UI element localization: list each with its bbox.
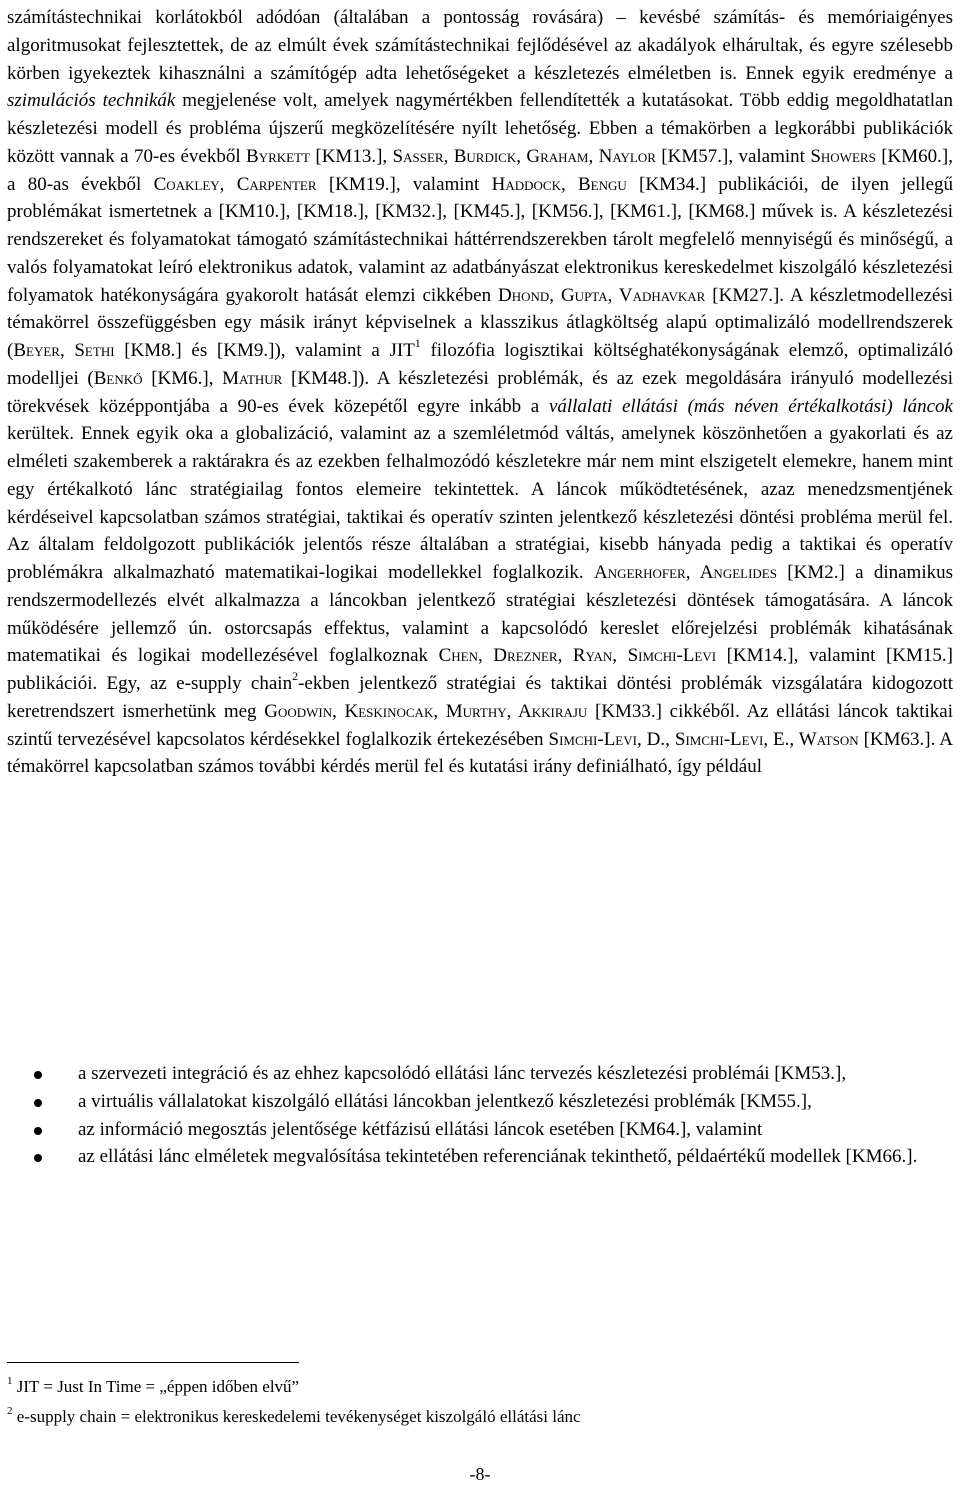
page-number: -8-	[469, 1464, 491, 1484]
author-name: Dhond, Gupta, Vadhavkar	[498, 284, 706, 306]
text-run: [KM14.], valamint [KM15.] publikációi. Egy, az e-supply chain	[7, 645, 954, 694]
footnote-divider	[7, 1362, 299, 1363]
text-run: [KM48.]). A készletezési problémák, és az ezek megoldására irányuló modellezési törekvések középpontjába a 90-es évek közepétől egyre inkább a	[7, 367, 953, 417]
text-run: számítástechnikai korlátokból adódóan (általában a pontosság rovására) – kevésbé számítás- és memóriaigényes algoritmusokat fejlesztettek, de az elmúlt évek számítástechnikai fejlődésével az akadályok elhárultak, és egyre szélesebb körben igyekeztek kihasználni a számítógép adta lehetőségeket a készletezés elméletben is. Ennek egyik eredménye a	[7, 7, 953, 84]
text-run: [KM63.]. A témakörrel kapcsolatban számos további kérdés merül fel és kutatási irány definiálható, így például	[7, 728, 953, 778]
footnote-ref: 1	[414, 335, 421, 350]
bullet-icon	[34, 1099, 42, 1107]
list-item-text: a virtuális vállalatokat kiszolgáló ellátási láncokban jelentkező készletezési problémák [KM55.],	[78, 1090, 812, 1112]
list-item-text: az ellátási lánc elméletek megvalósítása tekintetében referenciának tekinthető, példaértékű modellek [KM66.].	[78, 1146, 918, 1168]
author-name: Simchi-Levi, D., Simchi-Levi, E., Watson	[548, 728, 859, 750]
list-item	[7, 1060, 953, 1088]
author-name: Coakley, Carpenter	[153, 173, 317, 195]
text-run: [KM2.] a dinamikus rendszermodellezés elvét alkalmazza a láncokban jelentkező stratégiai készletezési döntések támogatására. A láncok működésére jellemző ún. ostorcsapás effektus, valamint a kapcsolódó kereslet előrejelzési problémák kihatásának matematikai és logikai modellezésével foglalkoznak	[7, 562, 953, 667]
author-name: Goodwin, Keskinocak, Murthy, Akkiraju	[264, 700, 588, 722]
list-item	[7, 1143, 953, 1171]
text-run: [KM27.]. A készletmodellezési témakörrel összefüggésben egy másik irányt képviselnek a klasszikus átlagköltség alapú optimalizáló modellrendszerek (	[7, 284, 954, 361]
author-name: Byrkett	[246, 145, 310, 167]
text-run: [KM57.], valamint	[655, 145, 811, 167]
bullet-icon	[34, 1127, 42, 1135]
text-run: [KM6.],	[142, 367, 223, 389]
author-name: Haddock, Bengu	[491, 173, 627, 195]
bullet-icon	[34, 1071, 42, 1079]
text-run: [KM13.],	[310, 145, 393, 167]
text-run: [KM60.], a 80-as évekből	[7, 145, 953, 195]
italic-term: vállalati ellátási (más néven értékalkotási) láncok	[548, 395, 953, 417]
footnote-ref: 2	[292, 668, 299, 683]
author-name: Beyer, Sethi	[13, 340, 115, 361]
footnotes	[7, 1372, 953, 1432]
text-run: kerültek. Ennek egyik oka a globalizáció, valamint az a szemléletmód váltás, amelynek köszönhetően a gyakorlati és az elméleti szakemberek a raktárakra és az ezekben felhalmozódó készletekre már nem mint elszigetelt elemekre, hanem mint egy értékalkotó lánc stratégiailag fontos elemeire tekintettek. A láncok működtetésének, azaz menedzsmentjének kérdéseivel kapcsolatban számos stratégiai, taktikai és operatív szinten jelentkező készletezési döntési probléma merül fel. Az általam feldolgozott publikációk jelentős része általában a stratégiai, kisebb hányada pedig a taktikai és operatív problémákra alkalmazható matematikai-logikai modellekkel foglalkozik.	[7, 423, 953, 583]
list-item	[7, 1116, 953, 1144]
list-item	[7, 1088, 953, 1116]
list-item-text: az információ megosztás jelentősége kétfázisú ellátási láncok esetében [KM64.], valamint	[78, 1118, 763, 1140]
author-name: Showers	[810, 145, 876, 167]
text-run: [KM8.] és [KM9.]), valamint a JIT	[114, 340, 415, 361]
italic-term: szimulációs technikák	[7, 90, 176, 112]
text-run: [KM34.] publikációi, de ilyen jellegű problémákat ismertetnek a [KM10.], [KM18.], [KM32.], [KM45.], [KM56.], [KM61.], [KM68.] művek is. A készletezési rendszereket és folyamatokat támogató számítástechnikai háttérrendszerekben tárolt megfelelő mennyiségű és minőségű, a valós folyamatokat leíró elektronikus adatok, valamint az adatbányászat elektronikus kereskedelmet kiszolgáló készletezési folyamatok hatékonyságára gyakorolt hatását elemzi cikkében	[7, 173, 954, 306]
footnote-mark: 1	[7, 1375, 13, 1388]
footnote-text: JIT = Just In Time = „éppen időben elvű”	[12, 1377, 300, 1396]
bullet-icon	[34, 1154, 42, 1162]
footnote-mark: 2	[7, 1405, 13, 1418]
author-name: Angerhofer, Angelides	[593, 562, 777, 583]
footnote-text: e-supply chain = elektronikus kereskedelemi tevékenységet kiszolgáló ellátási lánc	[12, 1407, 581, 1426]
footnote	[7, 1402, 953, 1432]
list-item-text: a szervezeti integráció és az ehhez kapcsolódó ellátási lánc tervezés készletezési problémái [KM53.],	[78, 1063, 847, 1084]
text-run: [KM33.] cikkéből. Az ellátási láncok taktikai szintű tervezésével kapcsolatos kérdésekkel foglalkozik értekezésében	[7, 700, 954, 750]
bullet-list	[7, 1060, 953, 1171]
body-paragraph	[7, 0, 953, 781]
text-run: [KM19.], valamint	[316, 173, 492, 195]
author-name: Benkő	[93, 367, 143, 389]
document-page	[7, 0, 954, 1484]
text-run: filozófia logisztikai költséghatékonyságának elemző, optimalizáló modelljei (	[7, 340, 953, 389]
author-name: Sasser, Burdick, Graham, Naylor	[392, 145, 656, 167]
footnote	[7, 1372, 953, 1402]
text-run: -ekben jelentkező stratégiai és taktikai döntési problémák vizsgálatára kidogozott keretrendszert ismerhetünk meg	[7, 673, 953, 722]
author-name: Chen, Drezner, Ryan, Simchi-Levi	[438, 645, 717, 667]
text-run: megjelenése volt, amelyek nagymértékben fellendítették a kutatásokat. Több eddig megoldhatatlan készletezési modell és probléma újszerű megközelítésére nyílt lehetőség. Ebben a témakörben a legkorábbi publikációk között vannak a 70-es évekből	[7, 90, 953, 167]
author-name: Mathur	[222, 367, 283, 389]
